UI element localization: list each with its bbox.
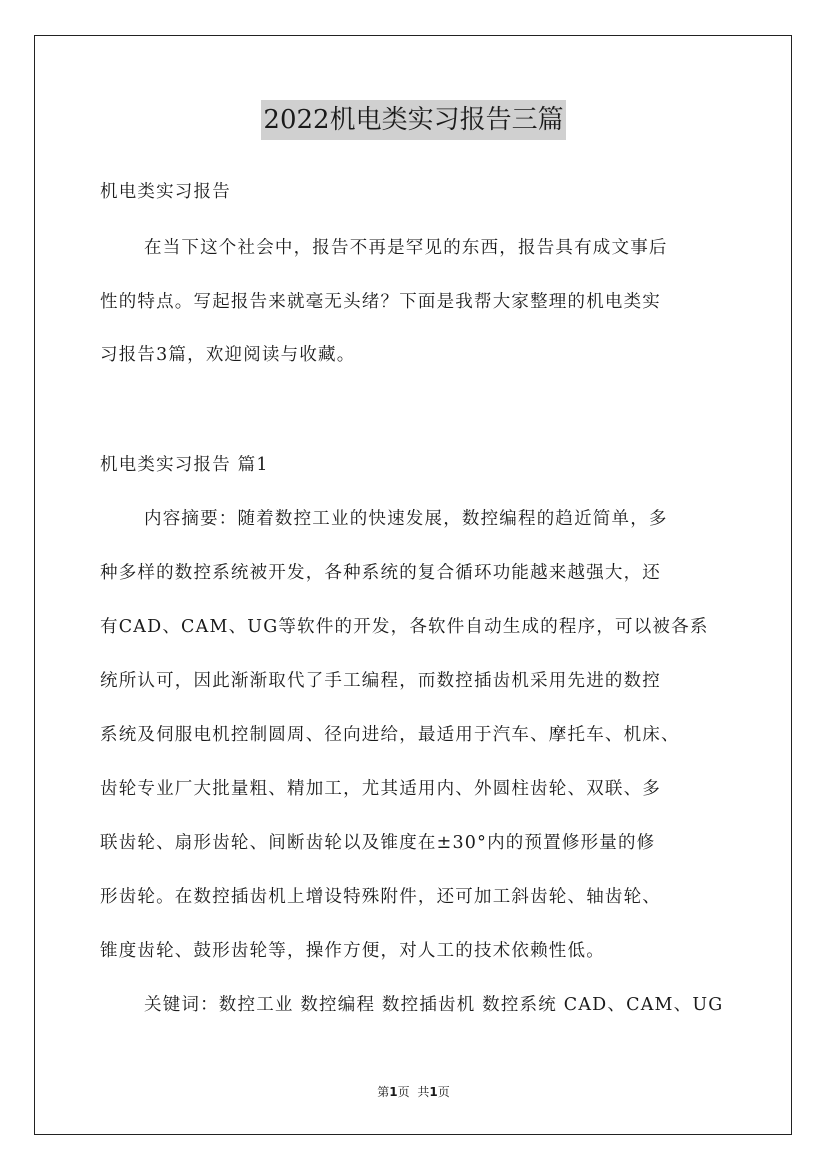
abstract-line-3: 有CAD、CAM、UG等软件的开发，各软件自动生成的程序，可以被各系 [100,617,709,637]
footer-total-number: 1 [429,1085,438,1099]
abstract-line-9: 锥度齿轮、鼓形齿轮等，操作方便，对人工的技术依赖性低。 [100,941,605,961]
document-subtitle: 机电类实习报告 [100,182,231,202]
intro-line-1: 在当下这个社会中，报告不再是罕见的东西，报告具有成文事后 [144,238,668,258]
keywords-line: 关键词：数控工业 数控编程 数控插齿机 数控系统 CAD、CAM、UG [144,995,724,1015]
footer-total-prefix: 共 [417,1085,430,1099]
abstract-line-4: 统所认可，因此渐渐取代了手工编程，而数控插齿机采用先进的数控 [100,671,661,691]
footer-total-suffix: 页 [437,1085,450,1099]
abstract-line-2: 种多样的数控系统被开发，各种系统的复合循环功能越来越强大，还 [100,563,661,583]
title-wrap [0,100,827,140]
footer-page-number: 1 [389,1085,398,1099]
abstract-line-8: 形齿轮。在数控插齿机上增设特殊附件，还可加工斜齿轮、轴齿轮、 [100,887,661,907]
intro-line-2: 性的特点。写起报告来就毫无头绪？下面是我帮大家整理的机电类实 [100,292,661,312]
abstract-line-5: 系统及伺服电机控制圆周、径向进给，最适用于汽车、摩托车、机床、 [100,725,680,745]
section-heading: 机电类实习报告 篇1 [100,455,269,475]
footer-page-suffix: 页 [397,1085,410,1099]
document-title: 2022机电类实习报告三篇 [261,100,565,140]
abstract-line-1: 内容摘要：随着数控工业的快速发展，数控编程的趋近简单，多 [144,509,668,529]
page-footer [0,1083,827,1101]
abstract-line-6: 齿轮专业厂大批量粗、精加工，尤其适用内、外圆柱齿轮、双联、多 [100,779,661,799]
footer-page-prefix: 第 [377,1085,390,1099]
abstract-line-7: 联齿轮、扇形齿轮、间断齿轮以及锥度在±30°内的预置修形量的修 [100,833,656,853]
intro-line-3: 习报告3篇，欢迎阅读与收藏。 [100,345,356,365]
